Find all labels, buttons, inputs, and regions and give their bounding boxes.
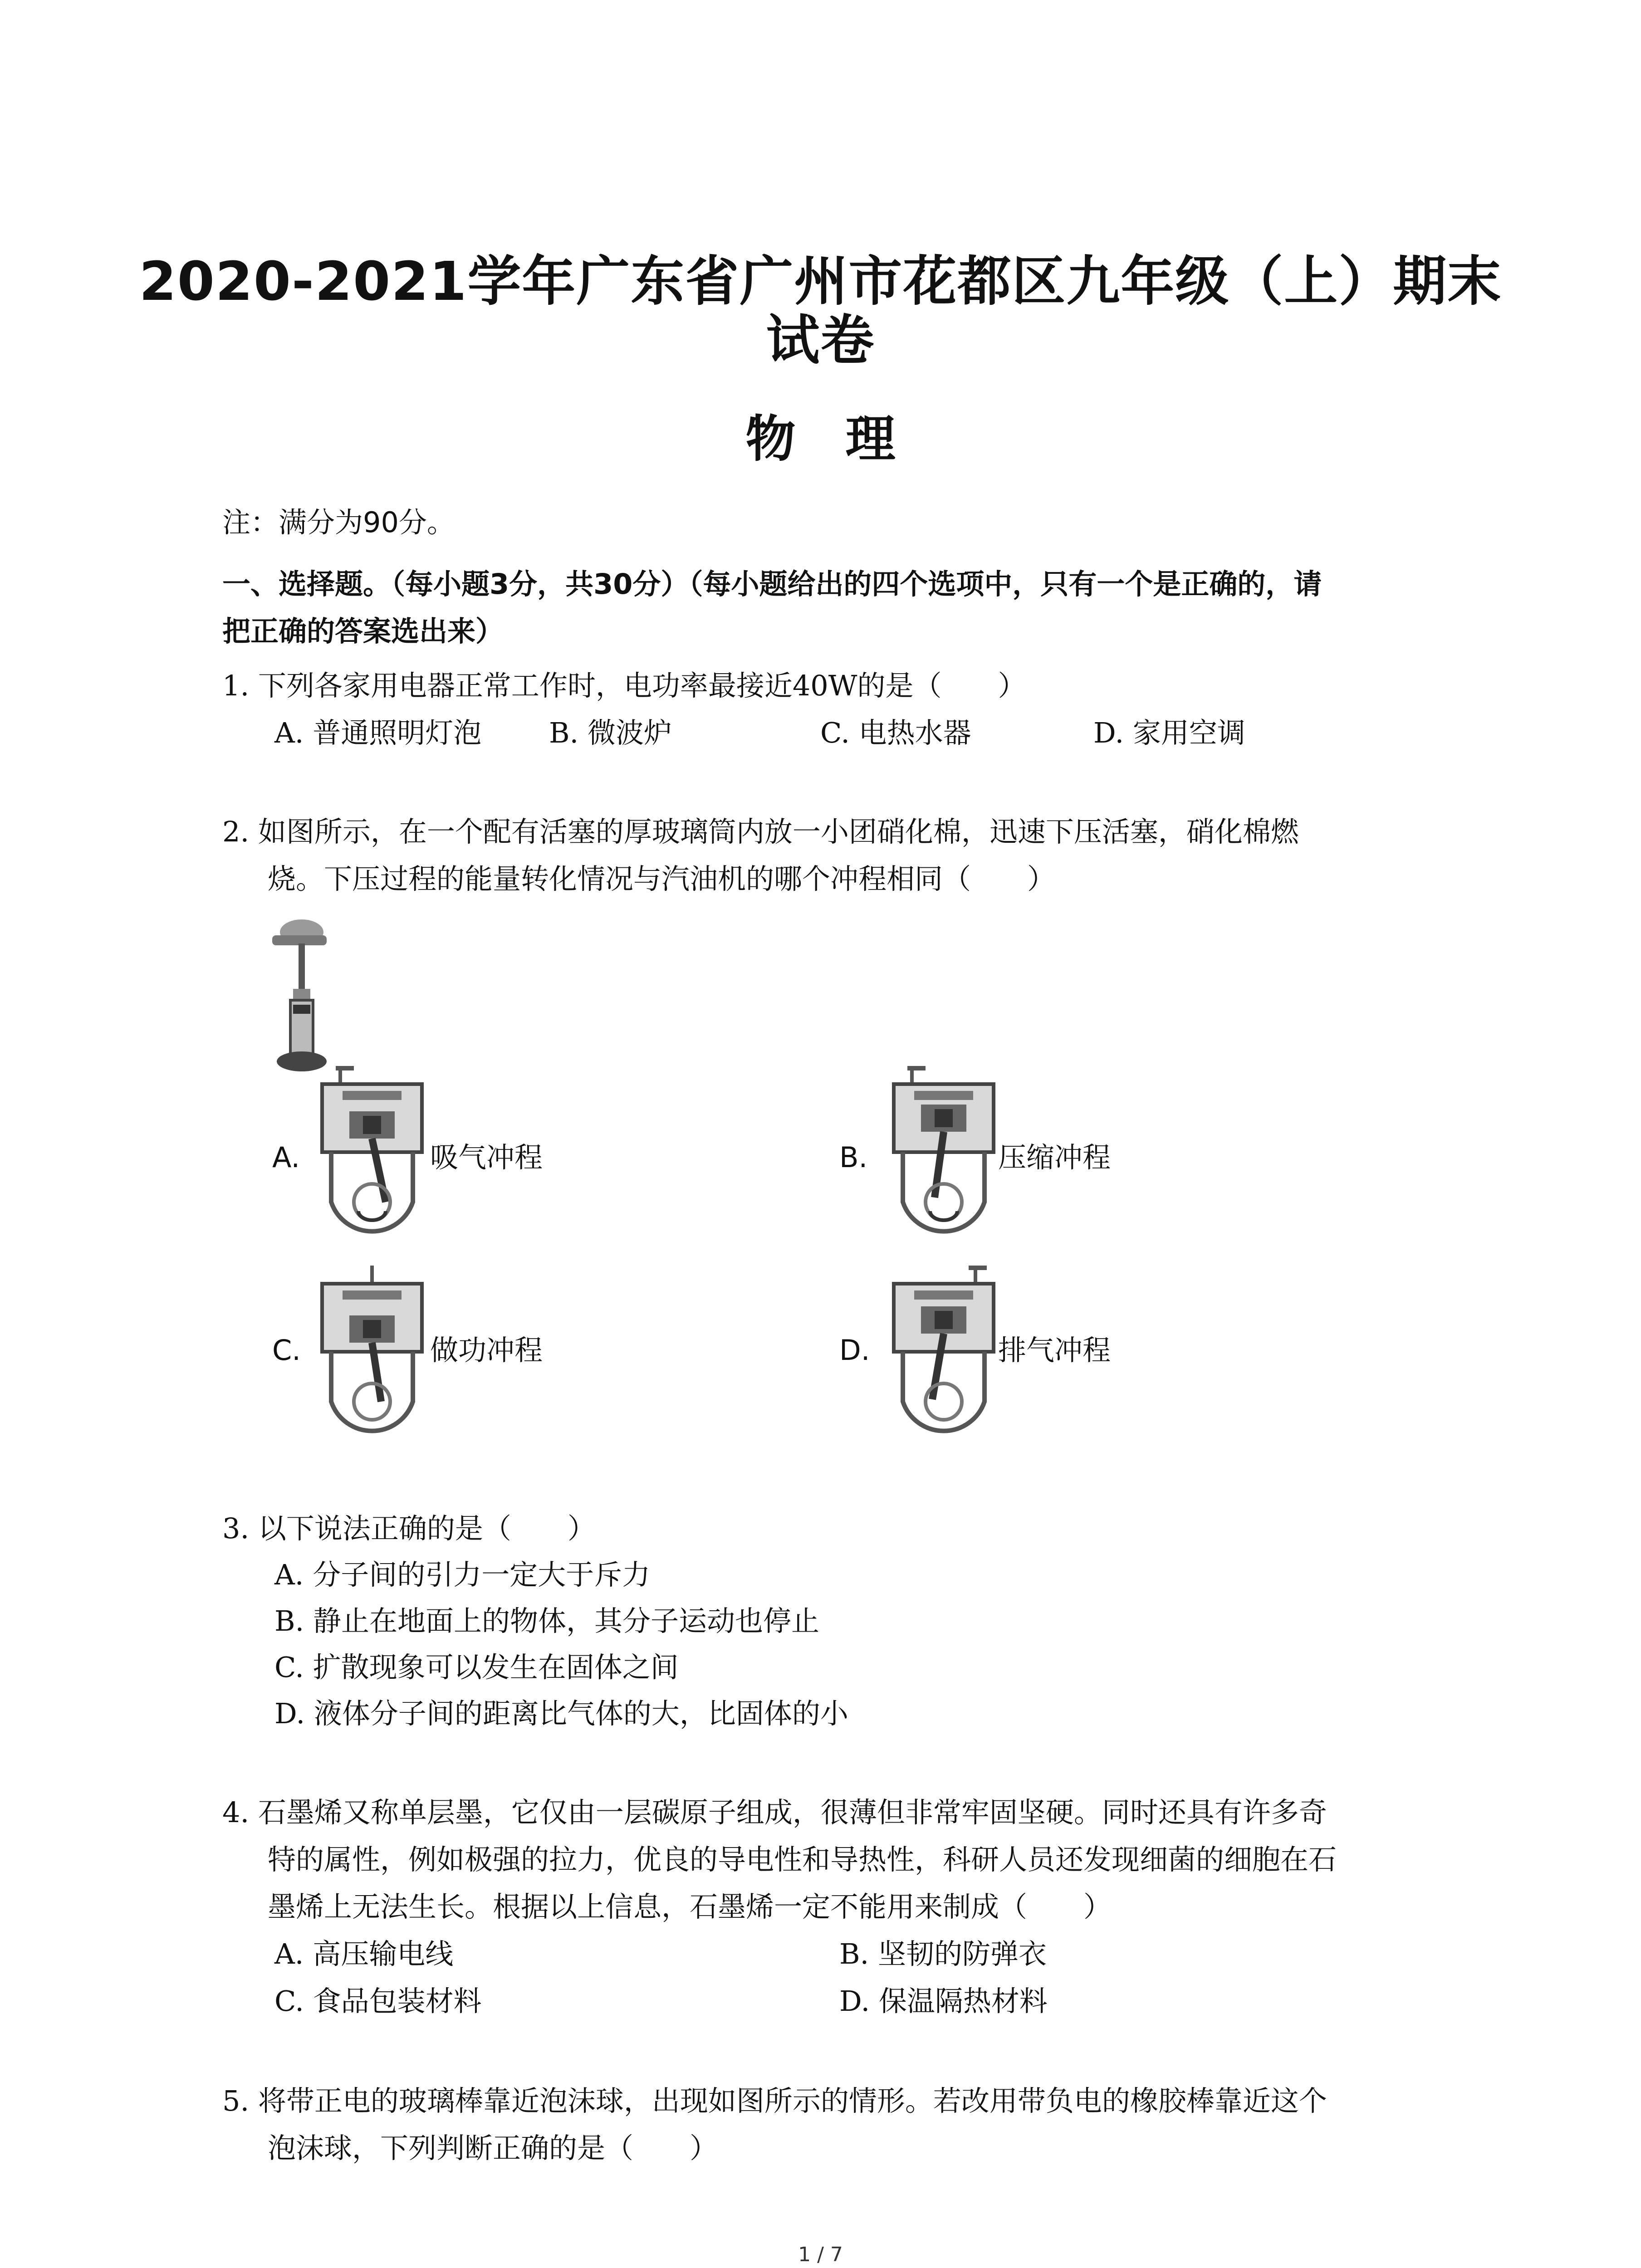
- q4-option-c: C. 食品包装材料: [274, 1984, 482, 2018]
- page-number: 1 / 7: [798, 2243, 843, 2266]
- q3-option-c: C. 扩散现象可以发生在固体之间: [274, 1651, 679, 1684]
- q4-stem-line2: 特的属性，例如极强的拉力，优良的导电性和导热性，科研人员还发现细菌的细胞在石: [268, 1843, 1337, 1876]
- subject-title: 物理: [745, 410, 945, 468]
- q4-stem-line3: 墨烯上无法生长。根据以上信息，石墨烯一定不能用来制成（ ）: [268, 1890, 1112, 1923]
- q2-option-a-letter: A.: [272, 1141, 300, 1174]
- section-heading-line1: 一、选择题。（每小题3分，共30分）（每小题给出的四个选项中，只有一个是正确的，请: [222, 567, 1322, 601]
- section-heading-line2: 把正确的答案选出来）: [222, 615, 504, 648]
- engine-intake-stroke-figure: [318, 1066, 426, 1252]
- q1-option-a: A. 普通照明灯泡: [274, 716, 482, 749]
- engine-compression-stroke-figure: [889, 1066, 998, 1252]
- score-note: 注：满分为90分。: [222, 506, 455, 539]
- q2-option-c-letter: C.: [272, 1334, 301, 1367]
- q2-option-d-letter: D.: [839, 1334, 870, 1367]
- q2-stem-line1: 2. 如图所示，在一个配有活塞的厚玻璃筒内放一小团硝化棉，迅速下压活塞，硝化棉燃: [222, 815, 1299, 848]
- engine-power-stroke-figure: [318, 1266, 426, 1452]
- q4-option-b: B. 坚韧的防弹衣: [839, 1937, 1047, 1970]
- q5-stem-line1: 5. 将带正电的玻璃棒靠近泡沫球，出现如图所示的情形。若改用带负电的橡胶棒靠近这个: [222, 2084, 1327, 2117]
- q3-option-d: D. 液体分子间的距离比气体的大，比固体的小: [274, 1697, 848, 1730]
- q3-option-a: A. 分子间的引力一定大于斥力: [274, 1558, 651, 1591]
- q2-option-c-label: 做功冲程: [430, 1334, 543, 1367]
- q4-option-a: A. 高压输电线: [274, 1937, 454, 1970]
- piston-cylinder-figure: [268, 912, 340, 1075]
- q2-option-b-letter: B.: [839, 1141, 868, 1174]
- exam-title-line1: 2020-2021学年广东省广州市花都区九年级（上）期末: [139, 250, 1502, 313]
- q1-stem: 1. 下列各家用电器正常工作时，电功率最接近40W的是（ ）: [222, 669, 1026, 702]
- q5-stem-line2: 泡沫球，下列判断正确的是（ ）: [268, 2131, 718, 2165]
- q2-option-b-label: 压缩冲程: [998, 1141, 1111, 1174]
- engine-exhaust-stroke-figure: [889, 1266, 998, 1452]
- q1-option-b: B. 微波炉: [549, 716, 672, 749]
- q4-stem-line1: 4. 石墨烯又称单层墨，它仅由一层碳原子组成，很薄但非常牢固坚硬。同时还具有许多奇: [222, 1796, 1327, 1829]
- exam-title-line2: 试卷: [766, 309, 875, 371]
- q2-stem-line2: 烧。下压过程的能量转化情况与汽油机的哪个冲程相同（ ）: [268, 862, 1056, 895]
- q1-option-d: D. 家用空调: [1093, 716, 1245, 749]
- q2-option-d-label: 排气冲程: [998, 1334, 1111, 1367]
- q4-option-d: D. 保温隔热材料: [839, 1984, 1048, 2018]
- q2-option-a-label: 吸气冲程: [430, 1141, 543, 1174]
- q1-option-c: C. 电热水器: [820, 716, 971, 749]
- q3-stem: 3. 以下说法正确的是（ ）: [222, 1512, 596, 1545]
- q3-option-b: B. 静止在地面上的物体，其分子运动也停止: [274, 1604, 819, 1637]
